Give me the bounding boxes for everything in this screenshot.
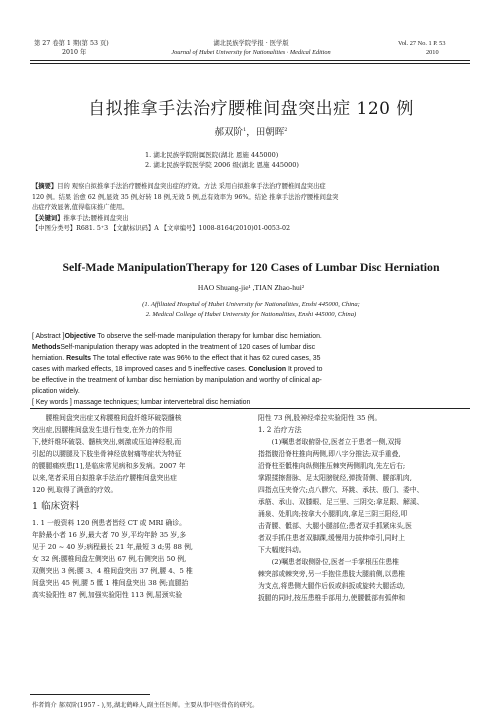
right-column [258,412,473,604]
results-label: Results [66,355,91,362]
abstract-cn [32,182,472,235]
header-year-en: 2010 [426,49,439,56]
abstract-cn-line1: 目的 观察自拟推拿手法治疗腰椎间盘突出症的疗效。方法 采用自拟推拿手法治疗腰椎间盘突出症 [57,183,326,190]
general-line-6: 间盘突出 45 例,腰 5 骶 1 椎间盘突出 38 例;直腿抬 [32,579,189,587]
header-rule-thin [30,63,470,64]
abstract-en-line3a: herniation. [32,355,67,362]
affiliation-en-2: 2. Medical College of Hubei University for Nationalities, Enshi 445000, China) [145,311,357,318]
intro-line-5: 的腰腿痛疾患[1],是临床常见病和多发病。2007 年 [32,462,186,470]
intro-line-2: 突出症,因腰椎间盘发生退行性变,在外力的作用 [32,426,173,434]
method1-line-8: 击背腰、骶部、大腿小腿部位;患者双手抓紧床头,医 [258,522,412,530]
abstract-en-line4a: cases with marked effects, 18 improved cases and 5 ineffective cases. [32,366,249,373]
keywords-cn: 推拿手法;腰椎间盘突出 [63,214,129,222]
subsection-1-2: 1. 2 治疗方法 [258,426,302,434]
method2-line-2: 棘突部或棘突旁,另一手抱住患肢大腿前侧,以患椎 [258,570,406,578]
abstract-en-line5: be effective in the treatment of lumbar disc herniation by manipulation and worthy of clinical ap- [32,377,322,384]
abstract-en [32,331,472,408]
author-1: 郝双阶 [214,127,244,138]
general-line-3: 见于 20 ~ 40 岁;病程最长 21 年,最短 3 d;男 88 例, [32,543,194,551]
general-line-4: 女 32 例;腰椎间盘左侧突出 67 例,右侧突出 50 例, [32,555,187,563]
intro-line-1: 腰椎间盘突出症又称腰椎间盘纤维环破裂髓核 [45,414,182,422]
abstract-rule [30,408,470,409]
general-line-1: 1. 1 一般资料 120 例患者皆经 CT 或 MRI 确诊。 [32,519,186,527]
method2-line-1: (2)嘱患者取侧卧位,医者一手掌根压住患椎 [271,558,399,566]
objective-label: Objective [64,333,96,340]
header-volume: 第 27 卷第 1 期(第 53 页) [34,40,109,47]
abstract-en-line4b: It proved to [286,366,323,373]
header-journal-cn: 湖北民族学院学报 · 医学版 [213,40,289,47]
authors-cn [0,124,502,138]
author-1-sup: 1 [243,126,247,133]
author-sep: ，田朝晖 [246,127,285,138]
method1-line-1: (1)嘱患者取俯卧位,医者立于患者一侧,双拇 [271,438,402,446]
intro-line-7: 120 例,取得了满意的疗效。 [32,486,118,494]
authors-en: HAO Shuang-jie¹ ,TIAN Zhao-hui² [197,283,305,292]
header-rule [30,60,470,61]
methods-label: Methods [32,344,61,351]
abstract-cn-label: 【摘要】 [32,183,58,190]
classification-cn: 【中图分类号】R681. 5⁺3 【文献标识码】A 【文章编号】1008-8164(2010)01-0053-02 [32,225,291,232]
paper-title-en: Self-Made ManipulationTherapy for 120 Cases of Lumbar Disc Herniation [62,260,440,274]
affiliation-en-1: (1. Affiliated Hospital of Hubei University for Nationalities, Enshi 445000, China; [142,301,360,308]
abstract-en-line2: Self-manipulation therapy was adopted in the treatment of 120 cases of lumbar disc [60,344,316,351]
affiliation-cn-1: 1. 湖北民族学院附属医院(湖北 恩施 445000) [145,151,279,159]
method1-line-3: 沿脊柱至骶椎向纵侧推压棘突两侧肌肉,先左后右; [258,462,406,470]
method1-line-6: 承筋、承山、双膝眼、足三里、三阴交;拿足跟、解溪、 [258,498,424,506]
abstract-cn-line2: 120 例。结果 治愈 62 例,显效 35 例,好转 18 例,无效 5 例,总有效率为 96%。结论 推拿手法治疗腰椎间盘突 [32,193,339,201]
method2-line-3: 为支点,将患侧大腿作后仮或斜扳或旋转大腿活动, [258,582,406,590]
method1-line-9: 者双手抓住患者双脚踝,缓慢用力拔伸牵引,同时上 [258,534,406,542]
author-2-sup: 2 [284,126,288,133]
intro-line-4: 引起的以腰腿及下肢坐骨神经放射痛等症状为特征 [32,450,182,458]
header-journal-en: Journal of Hubei University for Nationalities · Medical Edition [171,49,331,56]
intro-line-3: 下,使纤维环破裂、髓核突出,刺激或压迫神经根,而 [32,438,182,446]
footnote-rule [30,694,150,695]
abstract-en-line1: To observe the self-made manipulation therapy for lumbar disc herniation. [95,333,322,340]
left-column [32,412,247,601]
keywords-cn-label: 【关键词】 [32,214,64,222]
method2-line-4: 扳腿的同时,按压患椎手部用力,使腰骶部有弧伸和 [258,594,406,602]
abstract-en-line3b: The total effective rate was 96% to the effect that it has 62 cured cases, 35 [91,355,321,362]
section-1-title: 1 临床资料 [32,501,80,512]
abstract-en-label: [ Abstract ] [32,333,65,340]
general-line-5: 双侧突出 3 例;腰 3、4 椎间盘突出 37 例,腰 4、5 椎 [32,567,193,575]
keywords-en-label: [ Key words ] [32,399,72,406]
abstract-cn-line3: 出症疗效显著,值得临床推广使用。 [32,204,129,211]
conclusion-label: Conclusion [248,366,287,373]
method1-line-4: 掌跟揉擦督脉、足太阳膀胱经,弹拨背侧、腰部肌肉, [258,474,412,482]
intro-line-6: 以来,笔者采用自拟推拿手法治疗腰椎间盘突出症 [32,474,177,482]
right-line-1: 阳性 73 例,股神经牵拉实验阳性 35 例。 [258,414,382,422]
general-line-2: 年龄最小者 16 岁,最大者 70 岁,平均年龄 35 岁,多 [32,531,187,539]
paper-title-cn: 自拟推拿手法治疗腰椎间盘突出症 120 例 [88,99,414,119]
header-year: 2010 年 [62,49,87,56]
author-footnote: 作者简介 郝双阶(1957 - ),男,湖北鹤峰人,副主任医师。主要从事中医骨伤的研究。 [32,702,259,709]
method1-line-2: 指指腹沿脊柱推向两侧,即八字分推法;双手重叠, [258,450,401,458]
method1-line-10: 下大幅度抖动。 [258,546,306,554]
header-vol-en: Vol. 27 No. 1 P. 53 [398,40,446,47]
abstract-en-line6: plication widely. [32,388,80,395]
method1-line-7: 涌泉、处肌肉;按拿大小腿肌肉,拿足三阴三阳经,叩 [258,510,408,518]
method1-line-5: 四指点压夹脊穴;点八髎穴、环跳、承扶、殷门、委中、 [258,486,424,494]
affiliation-cn-2: 2. 湖北民族学院医学院 2006 级(湖北 恩施 445000) [145,161,299,169]
general-line-7: 高实验阳性 87 例,加强实验阳性 113 例,屈颈实验 [32,591,183,599]
keywords-en: massage techniques; lumbar intervertebral disc herniation [71,399,251,406]
